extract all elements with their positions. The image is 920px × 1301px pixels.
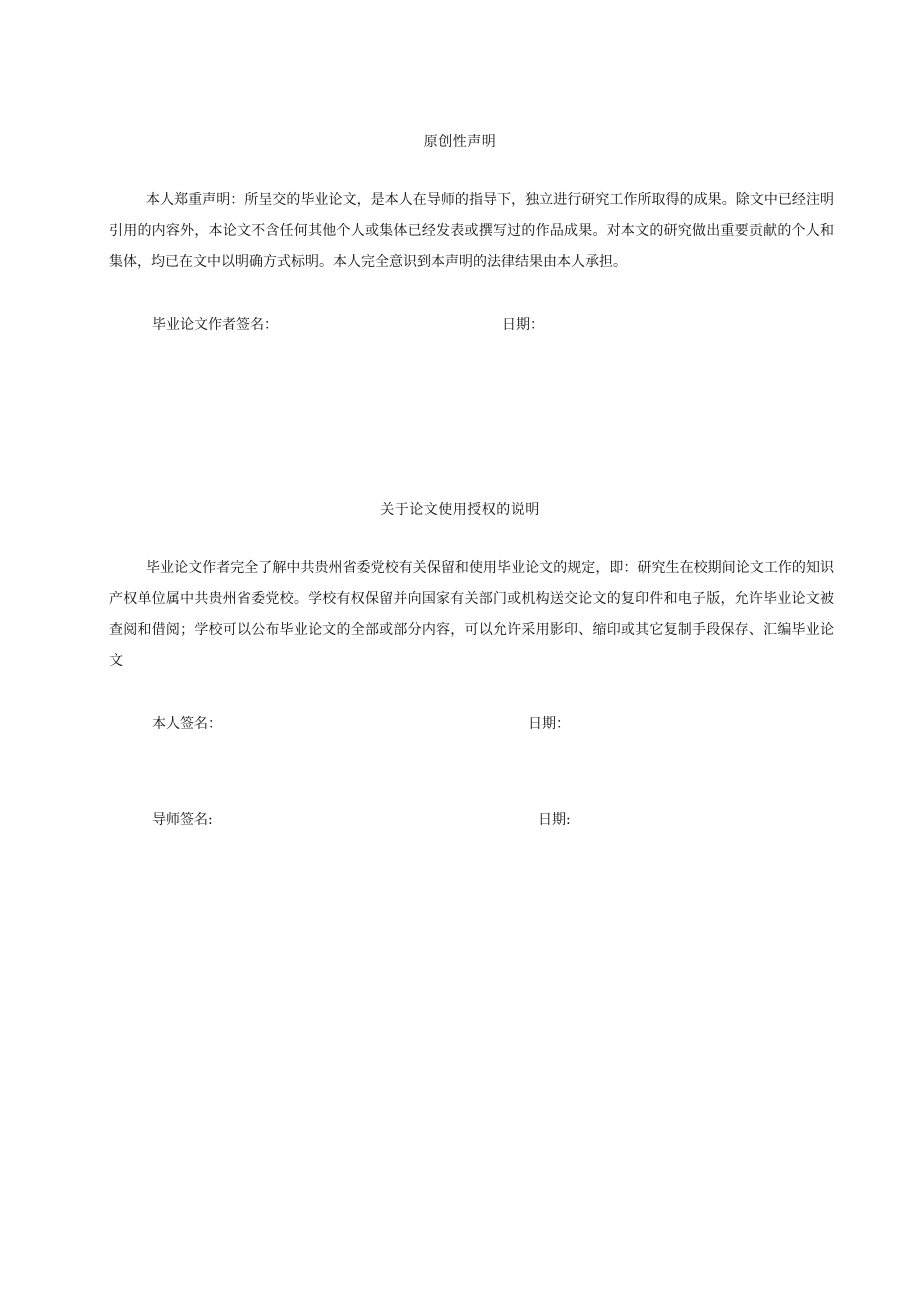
author-signature-label: 毕业论文作者签名： <box>152 317 278 333</box>
authorization-title: 关于论文使用授权的说明 <box>380 502 540 518</box>
advisor-signature-label: 导师签名: <box>152 812 213 828</box>
advisor-date-label: 日期: <box>538 812 571 828</box>
self-date-label: 日期： <box>528 716 570 732</box>
originality-title: 原创性声明 <box>423 134 497 150</box>
authorization-body: 毕业论文作者完全了解中共贵州省委党校有关保留和使用毕业论文的规定，即：研究生在校期间论文工作的知识产权单位属中共贵州省委党校。学校有权保留并向国家有关部门或机构送交论文的复印件和电子版，允许毕业论文被查阅和借阅；学校可以公布毕业论文的全部或部分内容，可以允许采用影印、缩印或其它复制手段保存、汇编毕业论文 <box>109 560 834 669</box>
originality-body: 本人郑重声明：所呈交的毕业论文，是本人在导师的指导下，独立进行研究工作所取得的成果。除文中已经注明引用的内容外，本论文不含任何其他个人或集体已经发表或撰写过的作品成果。对本文的研究做出重要贡献的个人和集体，均已在文中以明确方式标明。本人完全意识到本声明的法律结果由本人承担。 <box>109 192 834 270</box>
author-date-label: 日期： <box>502 317 544 333</box>
self-signature-label: 本人签名： <box>152 716 222 732</box>
